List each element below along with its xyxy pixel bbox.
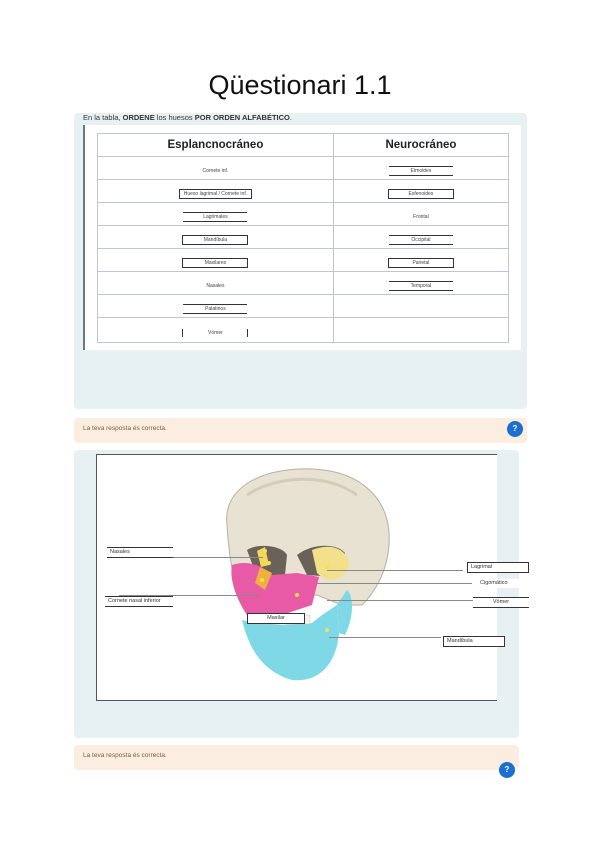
header-neurocraneo: Neurocráneo: [333, 134, 508, 157]
label-cigomatico[interactable]: Cigomático: [477, 579, 527, 588]
drop-slot-left-2[interactable]: Hueso lagrimal / Cornete inf.: [179, 189, 252, 199]
label-cornete-nasal-inferior[interactable]: Cornete nasal inferior: [105, 596, 173, 607]
drop-slot-left-8[interactable]: Vómer: [182, 329, 248, 337]
label-mandibula[interactable]: Mandíbula: [443, 636, 505, 647]
label-maxilar[interactable]: Maxilar: [247, 613, 305, 624]
drop-slot-right-5[interactable]: Parietal: [388, 258, 454, 268]
header-esplancnocraneo: Esplancnocráneo: [98, 134, 334, 157]
drop-slot-left-3[interactable]: Lagrimales: [183, 212, 247, 222]
drop-slot-right-6[interactable]: Temporal: [389, 281, 453, 291]
help-icon-2[interactable]: ?: [499, 762, 515, 778]
bones-table: [97, 133, 509, 343]
drop-slot-right-2[interactable]: Esfenoides: [388, 189, 454, 199]
question-2-feedback: La teva resposta és correcta. ?: [74, 745, 519, 770]
drop-slot-left-5[interactable]: Maxilares: [182, 258, 248, 268]
question-1-feedback: La teva resposta és correcta. ?: [74, 418, 527, 443]
label-lagrimal[interactable]: Lagrimal: [467, 562, 529, 573]
question-1-instruction: En la tabla, ORDENE los huesos POR ORDEN ALFABÉTICO.: [83, 113, 292, 122]
help-icon[interactable]: ?: [507, 421, 523, 437]
skull-diagram: [96, 454, 510, 701]
drop-slot-right-4[interactable]: Occipital: [389, 235, 453, 245]
label-nasales[interactable]: Nasales: [107, 547, 173, 558]
drop-slot-left-1[interactable]: Cornete inf.: [183, 167, 247, 175]
question-1-panel: [74, 113, 527, 409]
drop-slot-left-6[interactable]: Nasales: [183, 282, 247, 290]
drop-slot-left-4[interactable]: Mandíbula: [182, 235, 248, 245]
question-2-panel: [74, 450, 519, 738]
bones-table-container: [83, 125, 521, 350]
drop-slot-right-1[interactable]: Etmoides: [389, 166, 453, 176]
skull-illustration: [97, 455, 497, 700]
page-title: Qüestionari 1.1: [208, 70, 392, 100]
drop-slot-left-7[interactable]: Palatinos: [183, 304, 247, 314]
drop-slot-right-3[interactable]: Frontal: [389, 213, 453, 221]
label-vomer[interactable]: Vómer: [473, 597, 529, 608]
